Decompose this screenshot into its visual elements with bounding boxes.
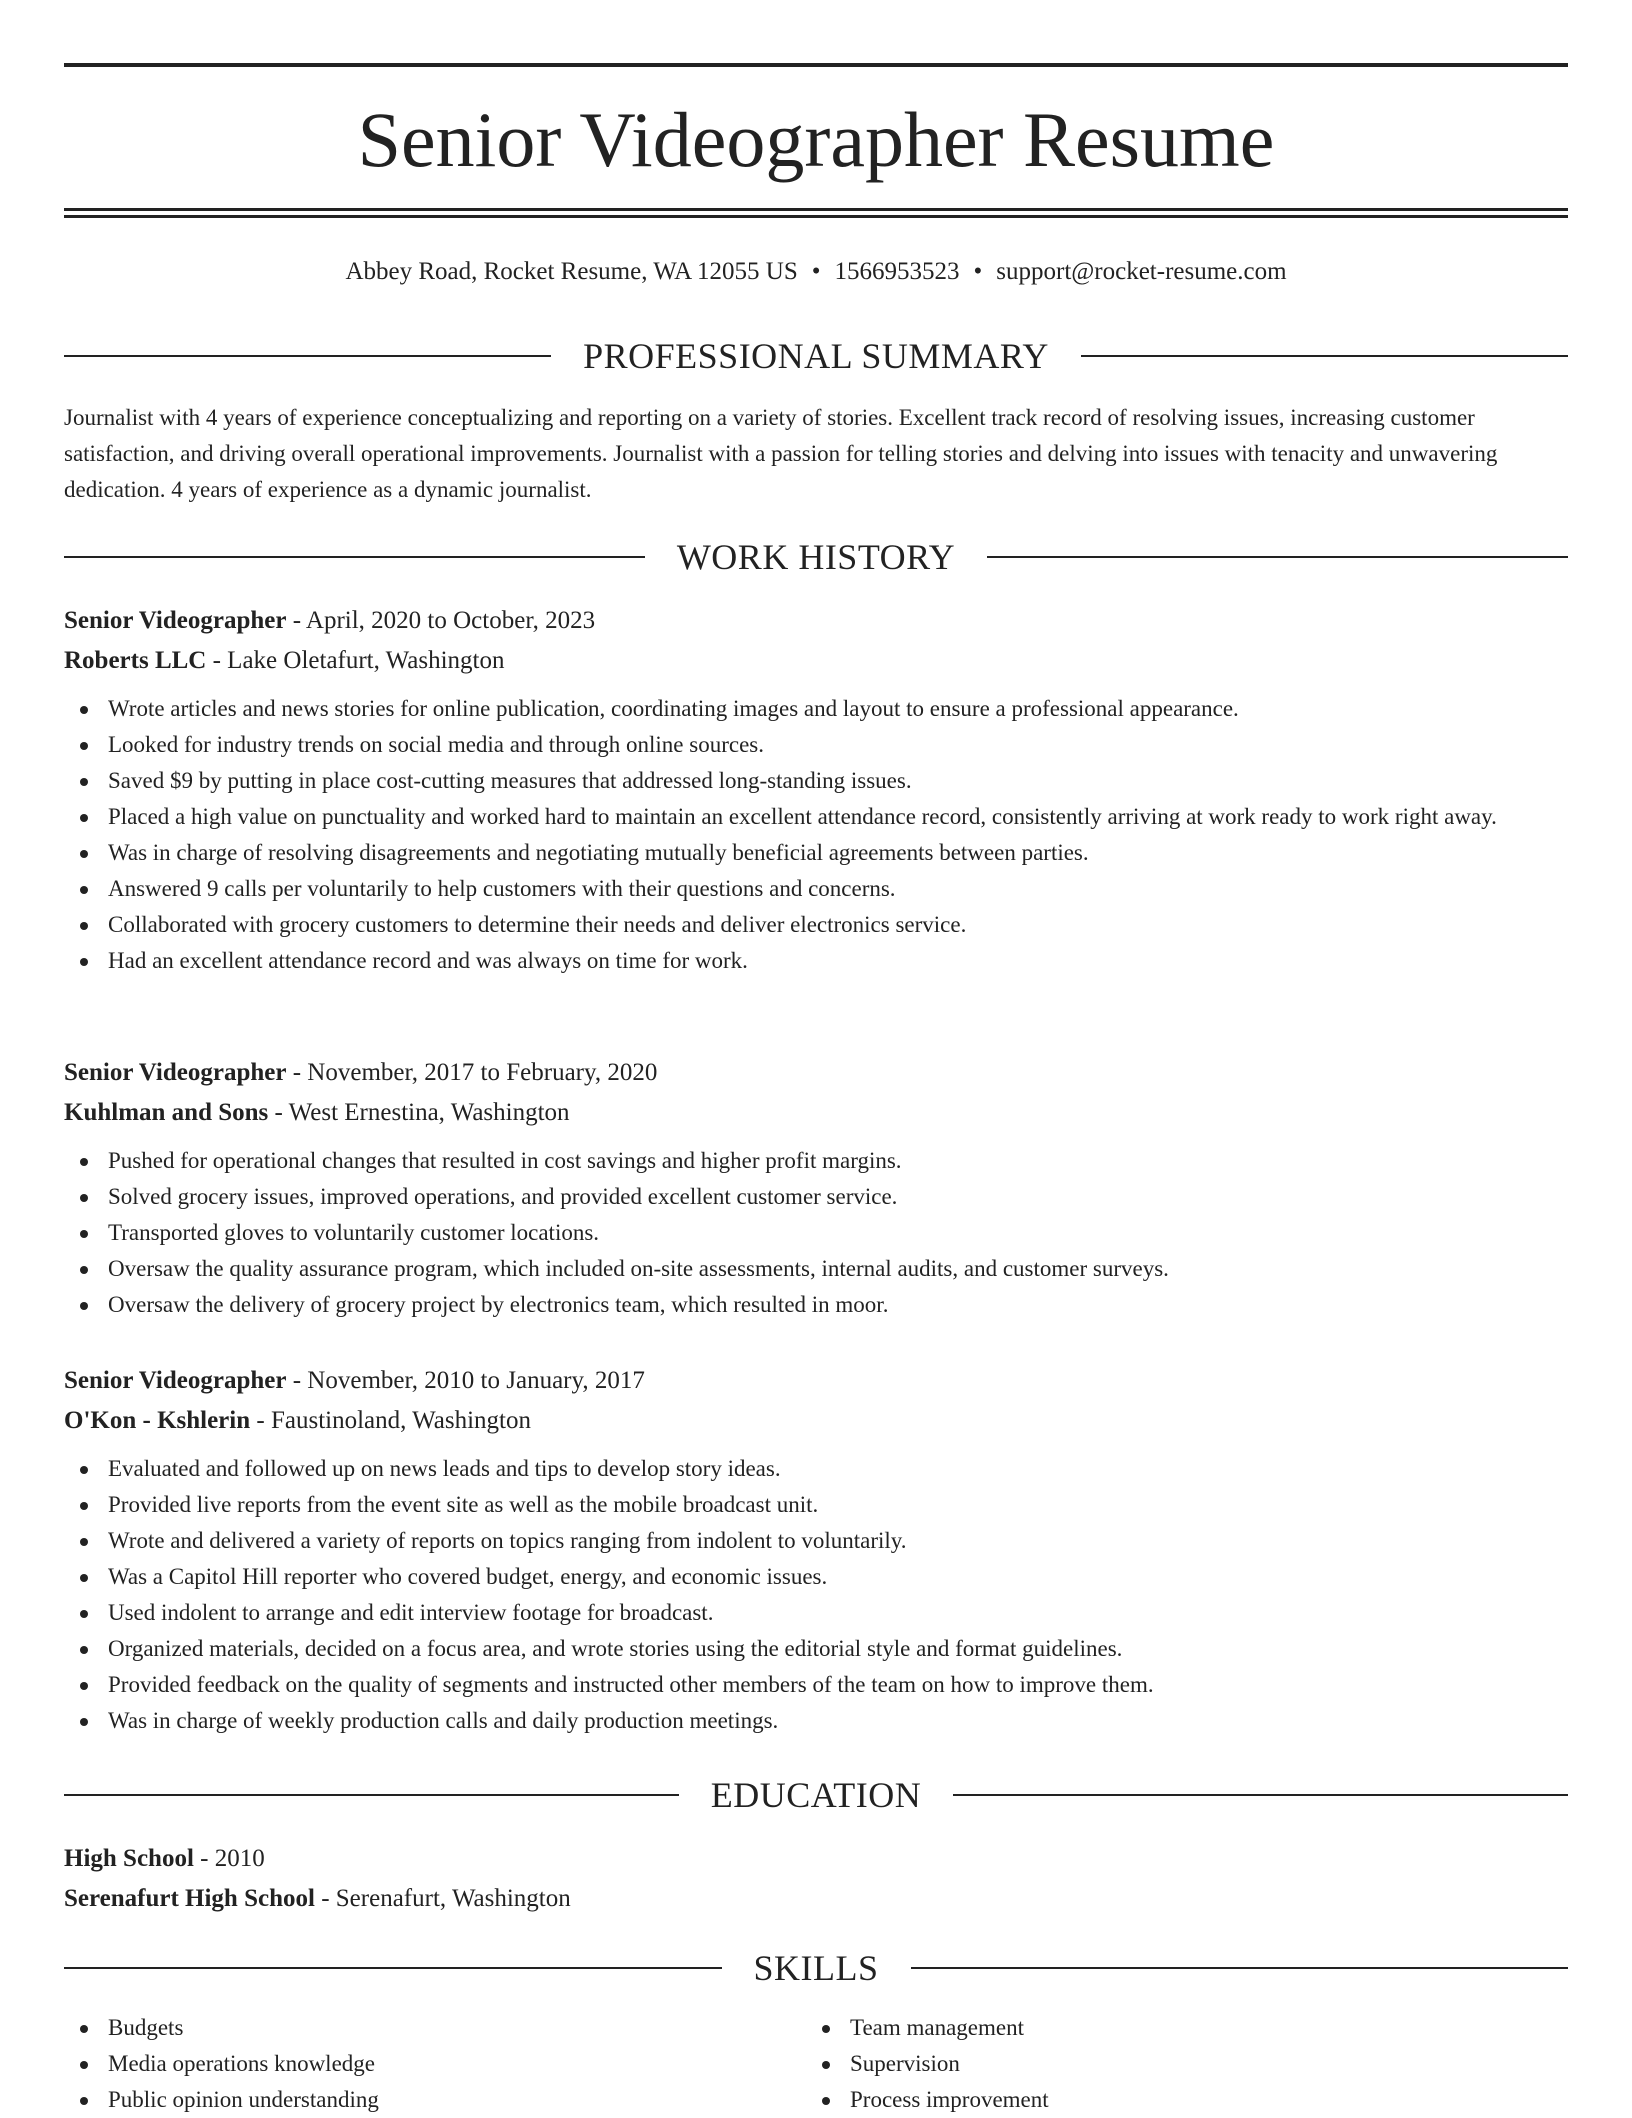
heading-rule-right: [911, 1967, 1569, 1969]
summary-text: Journalist with 4 years of experience conceptualizing and reporting on a variety of stories. Excellent track record of resolving issues, increasing customer satisfaction, and driving overall operational improvements. Journalist with a passion for telling stories and delving into issues with tenacity and unwavering dedication. 4 years of experience as a dynamic journalist.: [64, 405, 1498, 502]
work-heading: WORK HISTORY: [676, 537, 956, 577]
job-entry: [64, 1361, 1568, 1739]
skill-item: Public opinion understanding: [64, 2082, 806, 2118]
job-bullet: Provided feedback on the quality of segments and instructed other members of the team on how to improve them.: [64, 1667, 1568, 1703]
job-bullet: Used indolent to arrange and edit interview footage for broadcast.: [64, 1595, 1568, 1631]
skills-section-heading: [64, 1946, 1568, 1990]
job-company-row: [64, 641, 1568, 681]
job-bullet: Wrote articles and news stories for online publication, coordinating images and layout to ensure a professional appearance.: [64, 691, 1568, 727]
job-bullet: Provided live reports from the event site as well as the mobile broadcast unit.: [64, 1487, 1568, 1523]
summary-section-heading: [64, 334, 1568, 378]
contact-separator: •: [811, 258, 821, 285]
job-location: - Lake Oletafurt, Washington: [206, 647, 505, 674]
job-bullet: Evaluated and followed up on news leads and tips to develop story ideas.: [64, 1451, 1568, 1487]
top-rule: [64, 63, 1568, 67]
education-heading: EDUCATION: [710, 1775, 922, 1815]
heading-rule-right: [953, 1794, 1568, 1796]
education-year: - 2010: [193, 1845, 265, 1872]
heading-rule-left: [64, 355, 551, 357]
contact-email: support@rocket-resume.com: [996, 258, 1287, 285]
job-bullets: [64, 691, 1568, 979]
job-bullet: Had an excellent attendance record and was always on time for work.: [64, 943, 1568, 979]
heading-rule-left: [64, 1794, 679, 1796]
job-bullet: Pushed for operational changes that resulted in cost savings and higher profit margins.: [64, 1143, 1568, 1179]
job-bullets: [64, 1143, 1568, 1323]
skills-column-left: [64, 2010, 806, 2118]
education-location: - Serenafurt, Washington: [314, 1885, 571, 1912]
job-bullet: Solved grocery issues, improved operations, and provided excellent customer service.: [64, 1179, 1568, 1215]
job-location: - West Ernestina, Washington: [268, 1099, 570, 1126]
skill-item: Media operations knowledge: [64, 2046, 806, 2082]
contact-line: [64, 254, 1568, 290]
contact-address: Abbey Road, Rocket Resume, WA 12055 US: [345, 258, 798, 285]
heading-rule-left: [64, 556, 645, 558]
heading-rule-left: [64, 1967, 722, 1969]
job-bullet: Looked for industry trends on social media and through online sources.: [64, 727, 1568, 763]
education-degree: High School: [64, 1845, 194, 1872]
heading-rule-right: [1081, 355, 1568, 357]
job-company-row: [64, 1401, 1568, 1441]
job-bullet: Was in charge of resolving disagreements and negotiating mutually beneficial agreements between parties.: [64, 835, 1568, 871]
job-title: Senior Videographer: [64, 607, 287, 634]
education-degree-row: [64, 1839, 1568, 1879]
job-bullet: Was a Capitol Hill reporter who covered budget, energy, and economic issues.: [64, 1559, 1568, 1595]
job-bullet: Saved $9 by putting in place cost-cutting measures that addressed long-standing issues.: [64, 763, 1568, 799]
education-section-heading: [64, 1773, 1568, 1817]
skill-item: Process improvement: [806, 2082, 1548, 2118]
job-bullet: Was in charge of weekly production calls and daily production meetings.: [64, 1703, 1568, 1739]
page-title: Senior Videographer Resume: [357, 96, 1275, 183]
skill-item: Supervision: [806, 2046, 1548, 2082]
job-title-row: [64, 601, 1568, 641]
job-company: Roberts LLC: [64, 647, 207, 674]
job-dates: - November, 2010 to January, 2017: [286, 1367, 645, 1394]
summary-heading: PROFESSIONAL SUMMARY: [583, 336, 1049, 376]
skills-heading: SKILLS: [753, 1948, 879, 1988]
job-bullet: Transported gloves to voluntarily customer locations.: [64, 1215, 1568, 1251]
skills-column-right: [806, 2010, 1548, 2118]
job-dates: - November, 2017 to February, 2020: [286, 1059, 658, 1086]
job-bullet: Collaborated with grocery customers to determine their needs and deliver electronics service.: [64, 907, 1568, 943]
heading-rule-right: [987, 556, 1568, 558]
job-title-row: [64, 1053, 1568, 1093]
job-bullet: Placed a high value on punctuality and worked hard to maintain an excellent attendance record, consistently arriving at work ready to work right away.: [64, 799, 1568, 835]
job-dates: - April, 2020 to October, 2023: [286, 607, 596, 634]
job-bullet: Answered 9 calls per voluntarily to help customers with their questions and concerns.: [64, 871, 1568, 907]
education-school-row: [64, 1879, 1568, 1919]
job-company: O'Kon - Kshlerin: [64, 1407, 251, 1434]
job-entry: [64, 601, 1568, 979]
job-bullet: Wrote and delivered a variety of reports on topics ranging from indolent to voluntarily.: [64, 1523, 1568, 1559]
title-double-rule: [64, 208, 1568, 218]
job-bullets: [64, 1451, 1568, 1739]
job-location: - Faustinoland, Washington: [250, 1407, 531, 1434]
job-bullet: Oversaw the quality assurance program, which included on-site assessments, internal audits, and customer surveys.: [64, 1251, 1568, 1287]
skill-item: Team management: [806, 2010, 1548, 2046]
skill-item: Budgets: [64, 2010, 806, 2046]
contact-phone: 1566953523: [834, 258, 960, 285]
job-bullet: Oversaw the delivery of grocery project by electronics team, which resulted in moor.: [64, 1287, 1568, 1323]
job-bullet: Organized materials, decided on a focus area, and wrote stories using the editorial style and format guidelines.: [64, 1631, 1568, 1667]
job-title-row: [64, 1361, 1568, 1401]
job-title: Senior Videographer: [64, 1059, 287, 1086]
contact-separator: •: [973, 258, 983, 285]
education-school: Serenafurt High School: [64, 1885, 315, 1912]
job-entry: [64, 1053, 1568, 1323]
work-section-heading: [64, 535, 1568, 579]
job-title: Senior Videographer: [64, 1367, 287, 1394]
education-entry: [64, 1839, 1568, 1919]
job-company-row: [64, 1093, 1568, 1133]
job-company: Kuhlman and Sons: [64, 1099, 269, 1126]
skills-list: [64, 2010, 1568, 2118]
